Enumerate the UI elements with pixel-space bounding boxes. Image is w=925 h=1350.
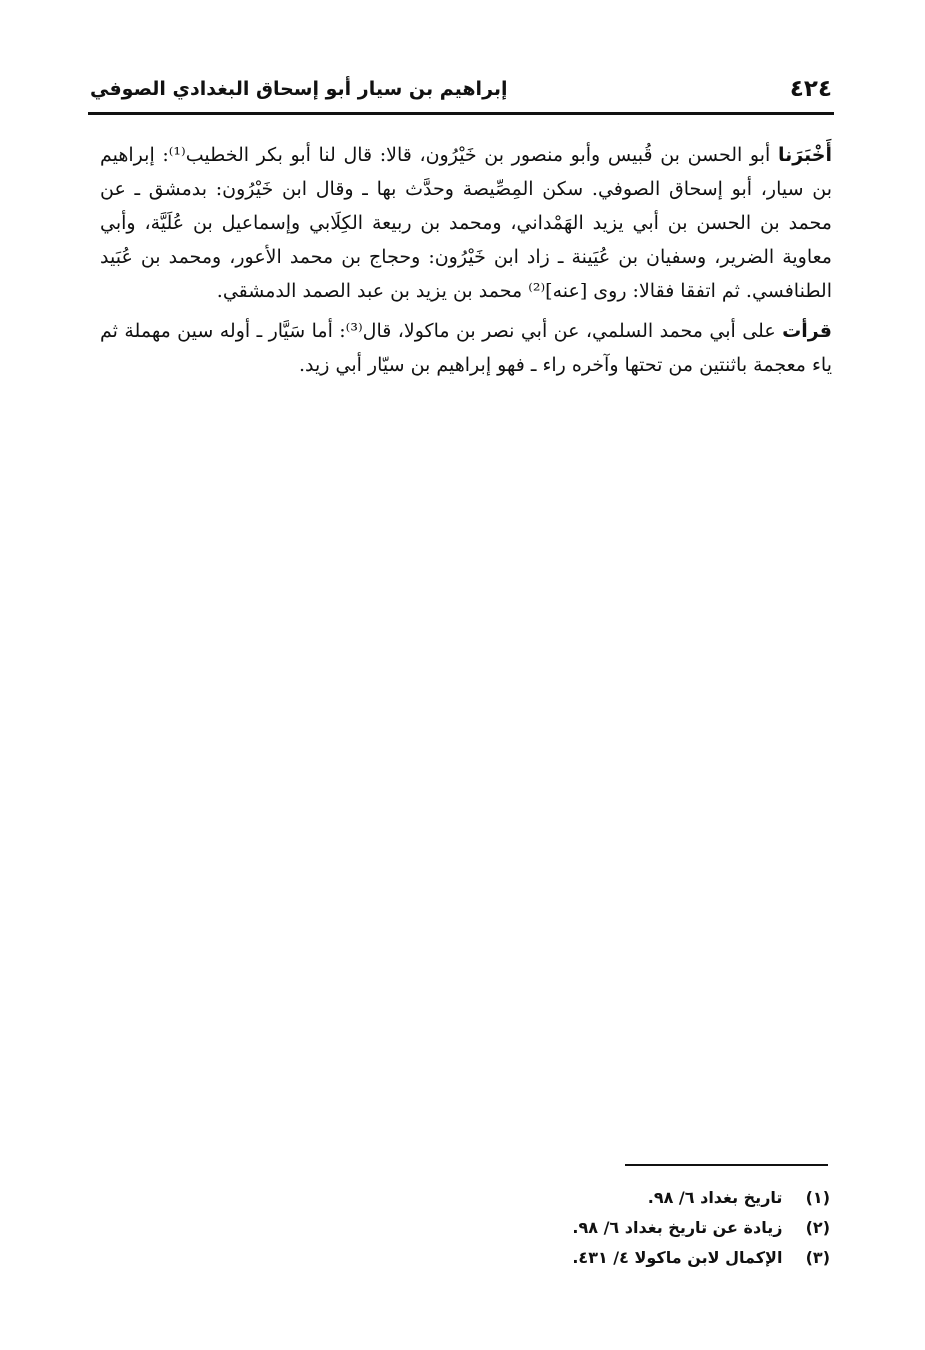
footnote-text: تاريخ بغداد ٦/ ٩٨. bbox=[647, 1188, 783, 1207]
running-header bbox=[90, 72, 832, 112]
paragraph-text: أبو الحسن بن قُبيس وأبو منصور بن خَيْرُون، قالا: قال لنا أبو بكر الخطيب⁽¹⁾: إبراهيم بن سيار، أبو إسحاق الصوفي. سكن المِصِّيصة وحدَّث بها ـ وقال ابن خَيْرُون: بدمشق ـ عن محمد بن الحسن بن أبي يزيد الهَمْداني، ومحمد بن ربيعة الكِلَابي وإسماعيل بن عُلَيَّة، وأبي معاوية الضرير، وسفيان بن عُيَينة ـ زاد ابن خَيْرُون: وحجاج بن محمد الأعور، ومحمد بن عُبَيد الطنافسي. ثم اتفقا فقالا: روى [عنه]⁽²⁾ محمد بن يزيد بن عبد الصمد الدمشقي. bbox=[100, 144, 832, 302]
footnote-text: الإكمال لابن ماكولا ٤/ ٤٣١. bbox=[572, 1248, 783, 1267]
paragraph-lead: أَخْبَرَنا bbox=[777, 144, 833, 166]
footnote-text: زيادة عن تاريخ بغداد ٦/ ٩٨. bbox=[572, 1218, 783, 1237]
paragraph-2 bbox=[100, 314, 832, 382]
footnote-divider bbox=[625, 1164, 828, 1166]
footnote-number: (١) bbox=[805, 1188, 830, 1207]
running-title: إبراهيم بن سيار أبو إسحاق البغدادي الصوفي bbox=[90, 78, 508, 100]
paragraph-lead: قرأت bbox=[782, 320, 832, 342]
footnote-1 bbox=[420, 1183, 830, 1213]
page-number: ٤٢٤ bbox=[789, 76, 832, 102]
paragraph-text: على أبي محمد السلمي، عن أبي نصر بن ماكولا، قال⁽³⁾: أما سَيَّار ـ أوله سين مهملة ثم ياء معجمة باثنتين من تحتها وآخره راء ـ فهو إبراهيم بن سيّار أبي زيد. bbox=[100, 320, 832, 376]
footnote-number: (٢) bbox=[805, 1218, 830, 1237]
footnote-3 bbox=[420, 1243, 830, 1273]
footnotes bbox=[420, 1183, 830, 1273]
footnote-2 bbox=[420, 1213, 830, 1243]
header-rule bbox=[88, 112, 834, 115]
footnote-number: (٣) bbox=[805, 1248, 830, 1267]
paragraph-1 bbox=[100, 138, 832, 308]
main-text bbox=[100, 138, 832, 388]
